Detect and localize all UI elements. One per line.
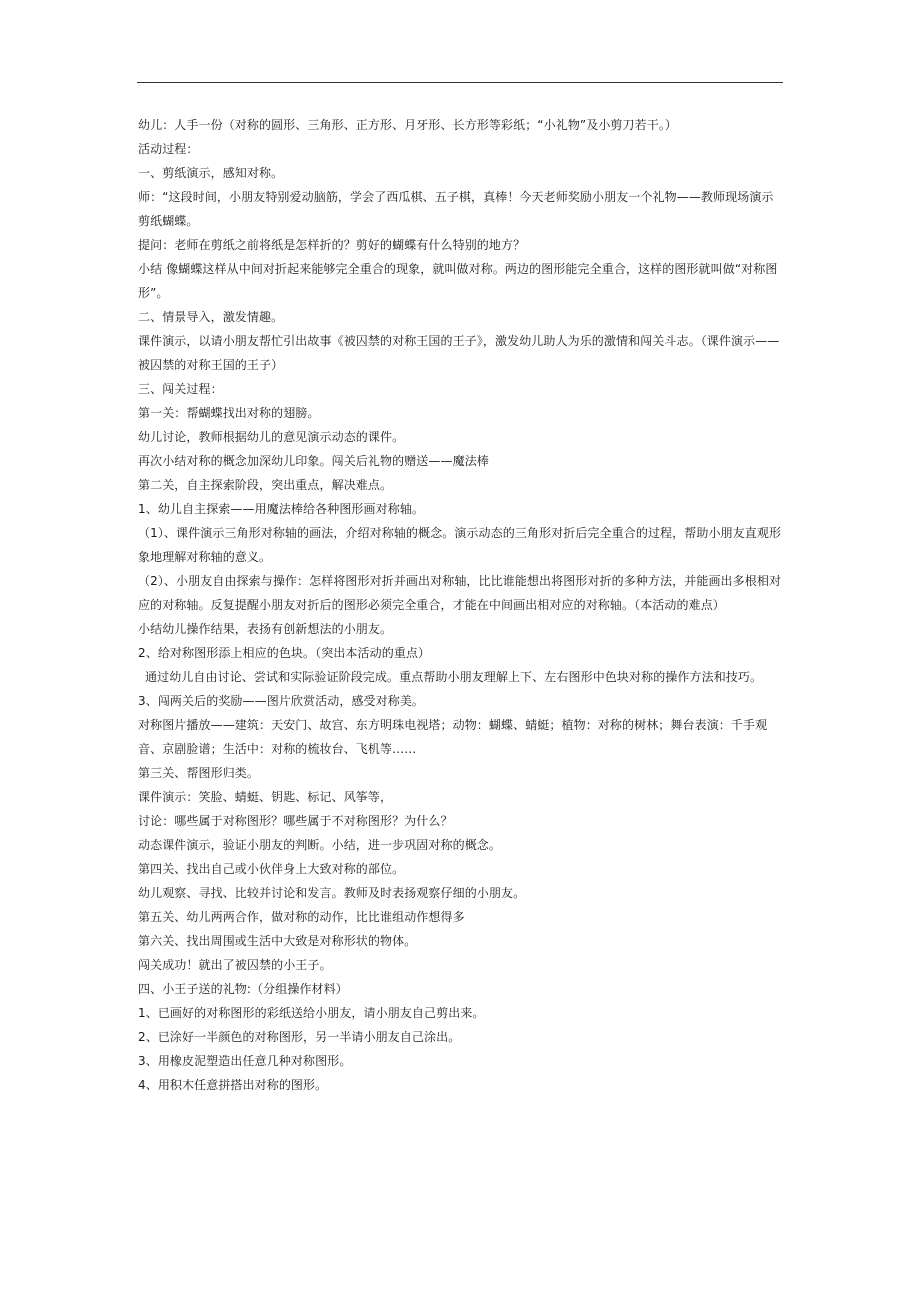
level-1-heading: 第一关：帮蝴蝶找出对称的翅膀。: [138, 406, 320, 420]
paragraph-reinforce: 再次小结对称的概念加深幼儿印象。闯关后礼物的赠送——魔法棒: [138, 454, 489, 468]
section-3-heading: 三、闯关过程：: [138, 382, 223, 396]
paragraph-observe: 幼儿观察、寻找、比较并讨论和发言。教师及时表扬观察仔细的小朋友。: [138, 886, 526, 900]
section-2-heading: 二、情景导入，激发情趣。: [138, 310, 284, 324]
paragraph-teacher-intro: 师：“这段时间，小朋友特别爱动脑筋，学会了西瓜棋、五子棋，真棒！今天老师奖励小朋友一个礼物——教师现场演示剪纸蝴蝶。: [138, 190, 774, 228]
paragraph-question: 提问：老师在剪纸之前将纸是怎样折的？剪好的蝴蝶有什么特别的地方？: [138, 238, 526, 252]
level-6-heading: 第六关、找出周围或生活中大致是对称形状的物体。: [138, 934, 417, 948]
item-2-2: 2、给对称图形添上相应的色块。（突出本活动的重点）: [138, 646, 431, 660]
section-4-heading: 四、小王子送的礼物:（分组操作材料）: [138, 982, 348, 996]
item-2-1-a: （1）、课件演示三角形对称轴的画法，介绍对称轴的概念。演示动态的三角形对折后完全重合的过程，帮助小朋友直观形象地理解对称轴的意义。: [138, 526, 782, 564]
paragraph-dynamic-courseware: 动态课件演示，验证小朋友的判断。小结，进一步巩固对称的概念。: [138, 838, 502, 852]
paragraph-picture-show: 对称图片播放——建筑：天安门、故宫、东方明珠电视塔；动物：蝴蝶、蜻蜓；植物：对称的树林；舞台表演：千手观音、京剧脸谱；生活中：对称的梳妆台、飞机等……: [138, 718, 768, 756]
paragraph-color-blocks: 通过幼儿自由讨论、尝试和实际验证阶段完成。重点帮助小朋友理解上下、左右图形中色块对称的操作方法和技巧。: [145, 670, 763, 684]
paragraph-materials: 幼儿：人手一份（对称的圆形、三角形、正方形、月牙形、长方形等彩纸；“小礼物”及小剪刀若干。）: [138, 118, 678, 132]
paragraph-summary-symmetry: 小结 像蝴蝶这样从中间对折起来能够完全重合的现象，就叫做对称。两边的图形能完全重合，这样的图形就叫做“对称图形”。: [138, 262, 778, 300]
item-2-1-b: （2）、小朋友自由探索与操作：怎样将图形对折并画出对称轴，比比谁能想出将图形对折的多种方法，并能画出多根相对应的对称轴。反复提醒小朋友对折后的图形必须完全重合，才能在中间画出相对应的对称轴。（本活动的难点）: [138, 574, 782, 612]
paragraph-courseware-items: 课件演示：笑脸、蜻蜓、钥匙、标记、风筝等，: [138, 790, 393, 804]
item-2-3: 3、闯两关后的奖励——图片欣赏活动，感受对称美。: [138, 694, 425, 708]
item-4-1: 1、已画好的对称图形的彩纸送给小朋友，请小朋友自己剪出来。: [138, 1006, 485, 1020]
section-1-heading: 一、剪纸演示，感知对称。: [138, 166, 284, 180]
item-2-1: 1、幼儿自主探索——用魔法棒给各种图形画对称轴。: [138, 502, 425, 516]
level-2-heading: 第二关，自主探索阶段，突出重点，解决难点。: [138, 478, 393, 492]
level-5-heading: 第五关、幼儿两两合作，做对称的动作，比比谁组动作想得多: [138, 910, 465, 924]
paragraph-courseware-story: 课件演示，以请小朋友帮忙引出故事《被囚禁的对称王国的王子》，激发幼儿助人为乐的激情和闯关斗志。（课件演示——被囚禁的对称王国的王子）: [138, 334, 780, 372]
paragraph-summary-results: 小结幼儿操作结果，表扬有创新想法的小朋友。: [138, 622, 393, 636]
paragraph-success: 闯关成功！就出了被囚禁的小王子。: [138, 958, 332, 972]
paragraph-discussion-question: 讨论：哪些属于对称图形？哪些属于不对称图形？为什么？: [138, 814, 453, 828]
header-rule: [137, 82, 783, 83]
item-4-2: 2、已涂好一半颜色的对称图形，另一半请小朋友自己涂出。: [138, 1030, 461, 1044]
level-4-heading: 第四关、找出自己或小伙伴身上大致对称的部位。: [138, 862, 405, 876]
item-4-3: 3、用橡皮泥塑造出任意几种对称图形。: [138, 1054, 352, 1068]
item-4-4: 4、用积木任意拼搭出对称的图形。: [138, 1078, 328, 1092]
level-3-heading: 第三关、帮图形归类。: [138, 766, 260, 780]
paragraph-discussion: 幼儿讨论，教师根据幼儿的意见演示动态的课件。: [138, 430, 405, 444]
document-body: [138, 113, 784, 1097]
heading-activity-process: 活动过程：: [138, 142, 199, 156]
